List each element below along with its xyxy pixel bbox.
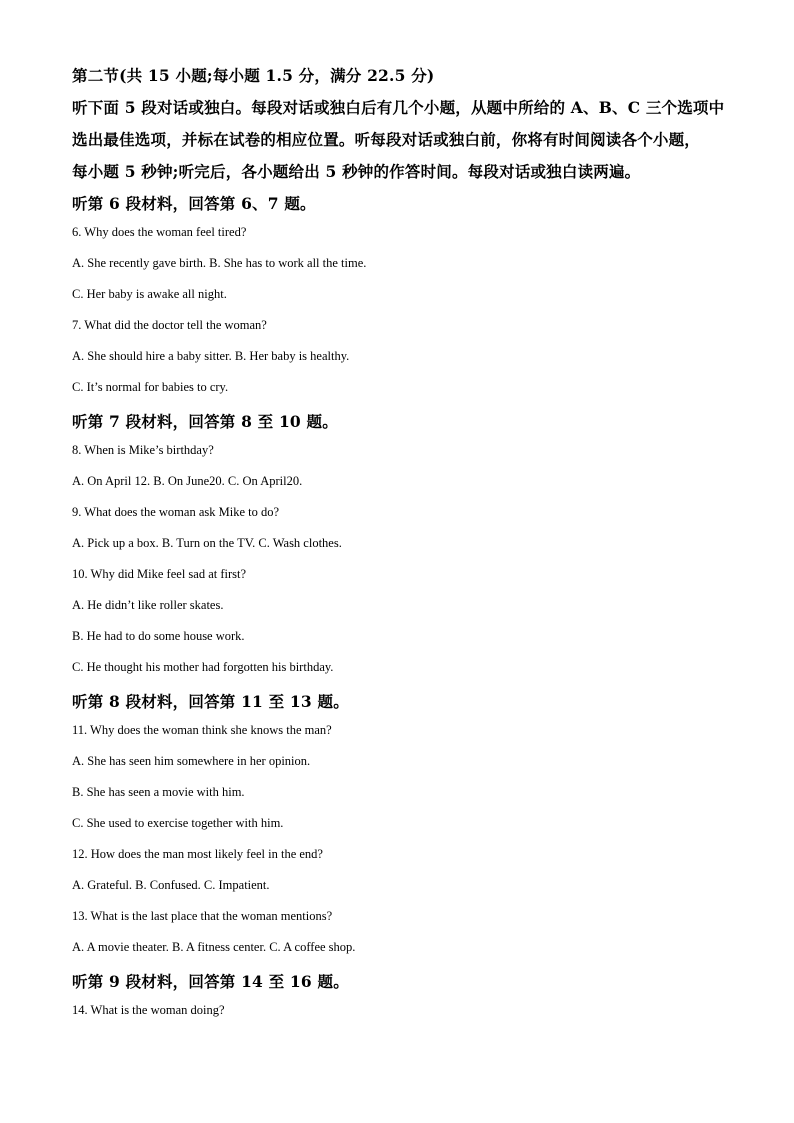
- options-6-ab: A. She recently gave birth. B. She has to work all the time.: [72, 256, 367, 270]
- option-10-c: C. He thought his mother had forgotten his birthday.: [72, 660, 334, 674]
- question-7: 7. What did the doctor tell the woman?: [72, 318, 267, 332]
- option-6-c: C. Her baby is awake all night.: [72, 287, 227, 301]
- options-13: A. A movie theater. B. A fitness center. C. A coffee shop.: [72, 940, 356, 954]
- option-11-a: A. She has seen him somewhere in her opinion.: [72, 754, 311, 768]
- option-11-c: C. She used to exercise together with him.: [72, 816, 284, 830]
- instruction-line-3: 每小题 5 秒钟;听完后，各小题给出 5 秒钟的作答时间。每段对话或独白读两遍。: [72, 162, 641, 181]
- options-7-ab: A. She should hire a baby sitter. B. Her baby is healthy.: [72, 349, 350, 363]
- option-10-b: B. He had to do some house work.: [72, 629, 245, 643]
- section-title: 第二节(共 15 小题;每小题 1.5 分，满分 22.5 分): [72, 66, 435, 85]
- options-9: A. Pick up a box. B. Turn on the TV. C. Wash clothes.: [72, 536, 342, 550]
- group-heading-9: 听第 9 段材料，回答第 14 至 16 题。: [72, 972, 349, 991]
- option-10-a: A. He didn’t like roller skates.: [72, 598, 224, 612]
- options-8: A. On April 12. B. On June20. C. On April20.: [72, 474, 303, 488]
- group-heading-8: 听第 8 段材料，回答第 11 至 13 题。: [72, 692, 349, 711]
- group-heading-7: 听第 7 段材料，回答第 8 至 10 题。: [72, 412, 338, 431]
- question-12: 12. How does the man most likely feel in the end?: [72, 847, 323, 861]
- question-9: 9. What does the woman ask Mike to do?: [72, 505, 280, 519]
- option-11-b: B. She has seen a movie with him.: [72, 785, 245, 799]
- option-7-c: C. It’s normal for babies to cry.: [72, 380, 229, 394]
- options-12: A. Grateful. B. Confused. C. Impatient.: [72, 878, 270, 892]
- instruction-line-2: 选出最佳选项，并标在试卷的相应位置。听每段对话或独白前，你将有时间阅读各个小题，: [72, 130, 701, 149]
- question-10: 10. Why did Mike feel sad at first?: [72, 567, 247, 581]
- question-14: 14. What is the woman doing?: [72, 1003, 225, 1017]
- group-heading-6: 听第 6 段材料，回答第 6、7 题。: [72, 194, 316, 213]
- question-11: 11. Why does the woman think she knows the man?: [72, 723, 332, 737]
- question-13: 13. What is the last place that the woman mentions?: [72, 909, 333, 923]
- instruction-line-1: 听下面 5 段对话或独白。每段对话或独白后有几个小题，从题中所给的 A、B、C 三个选项中: [72, 98, 725, 117]
- question-8: 8. When is Mike’s birthday?: [72, 443, 214, 457]
- question-6: 6. Why does the woman feel tired?: [72, 225, 247, 239]
